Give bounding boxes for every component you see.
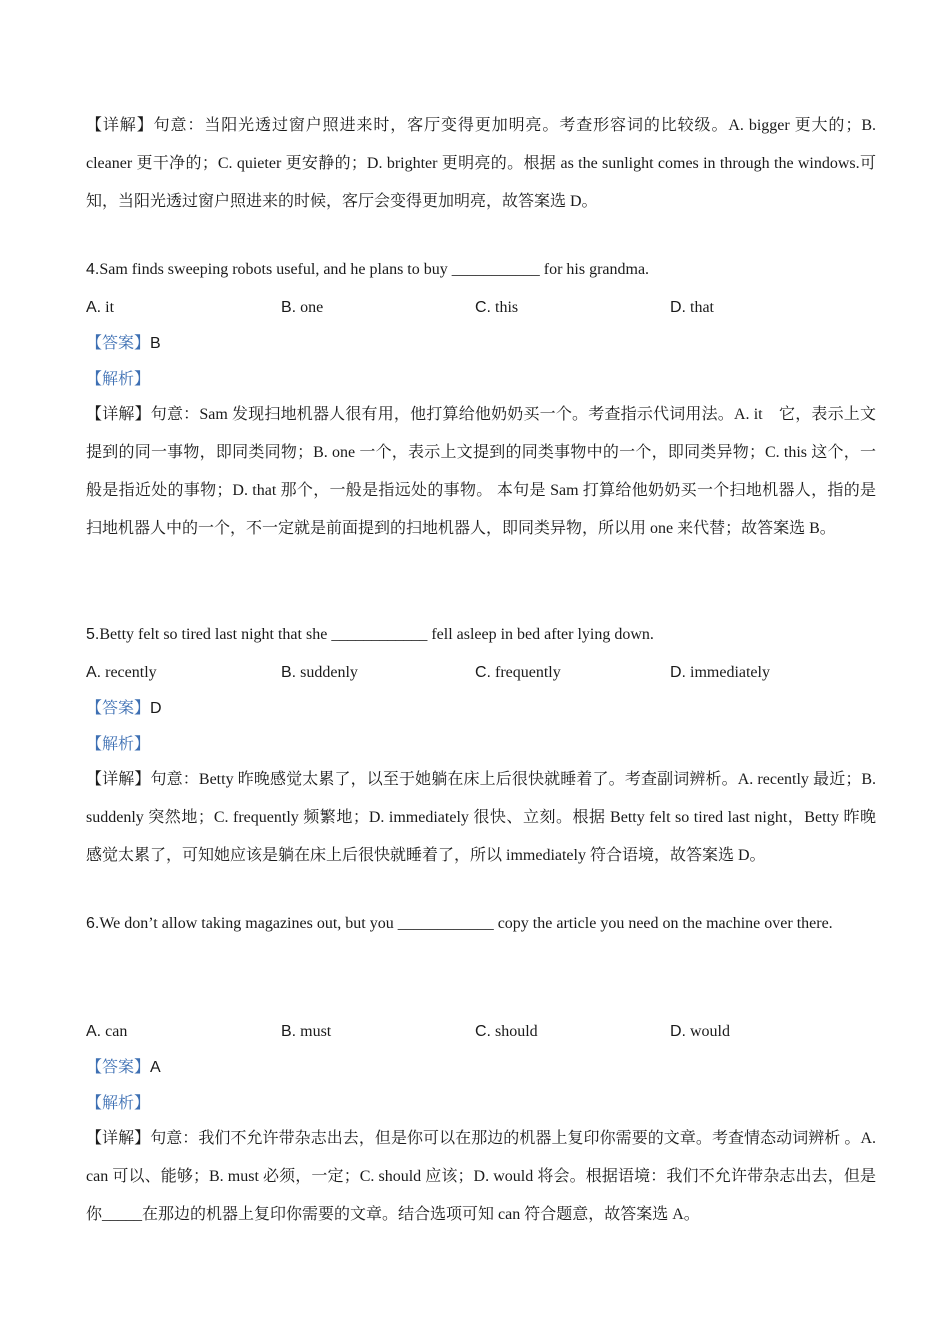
option-text: suddenly [296,664,358,681]
option-letter: D. [670,1023,686,1040]
option-b [281,1013,331,1051]
option-text: that [686,299,714,316]
option-a [86,289,114,327]
option-text: immediately [686,664,770,681]
question-5-detail: 【详解】句意：Betty 昨晚感觉太累了，以至于她躺在床上后很快就睡着了。考查副词辨析。A. recently 最近；B. suddenly 突然地；C. frequently 频繁地；D. immediately 很快、立刻。根据 Betty felt so tired last night，Betty 昨晚感觉太累了，可知她应该是躺在床上后很快就睡着了，所以 immediately 符合语境，故答案选 D。 [86,771,876,864]
question-4-options [86,289,876,327]
question-number: 6. [86,915,100,932]
question-6-answer [86,1050,161,1086]
answer-value: D [150,700,162,717]
question-5-analysis-label: 【解析】 [86,736,151,753]
option-letter: D. [670,664,686,681]
option-letter: C. [475,664,491,681]
option-d [670,289,714,327]
option-letter: D. [670,299,686,316]
option-text: would [686,1023,730,1040]
stem-before: Sam finds sweeping robots useful, and he plans to buy [99,261,452,278]
option-text: should [491,1023,538,1040]
option-b [281,289,323,327]
option-letter: B. [281,1023,297,1040]
answer-value: B [150,335,161,352]
answer-blank: ____________ [331,626,428,643]
question-4-stem [86,251,876,289]
option-letter: A. [86,299,102,316]
stem-before: We don’t allow taking magazines out, but you [99,915,398,932]
question-5-stem [86,616,876,654]
option-text: this [491,299,519,316]
question-6-detail: 【详解】句意：我们不允许带杂志出去，但是你可以在那边的机器上复印你需要的文章。考查情态动词辨析 。A. can 可以、能够；B. must 必须，一定；C. should 应该；D. would 将会。根据语境：我们不允许带杂志出去，但是你_____在那边的机器上复印你需要的文章。结合选项可知 can 符合题意，故答案选 A。 [86,1130,876,1223]
question-6-analysis-label: 【解析】 [86,1095,151,1112]
option-text: frequently [491,664,561,681]
stem-after: fell asleep in bed after lying down. [427,626,654,643]
option-text: must [296,1023,332,1040]
stem-before: Betty felt so tired last night that she [99,626,332,643]
option-letter: B. [281,664,297,681]
option-a [86,654,157,692]
option-text: can [101,1023,128,1040]
option-d [670,1013,730,1051]
option-letter: C. [475,299,491,316]
question-5-answer [86,691,162,727]
option-c [475,654,561,692]
answer-label: 【答案】 [86,700,151,717]
option-b [281,654,358,692]
question-6-options [86,1013,876,1051]
previous-detail-paragraph: 【详解】句意：当阳光透过窗户照进来时，客厅变得更加明亮。考查形容词的比较级。A. bigger 更大的；B. cleaner 更干净的；C. quieter 更安静的；D. brighter 更明亮的。根据 as the sunlight comes in through the windows.可知，当阳光透过窗户照进来的时候，客厅会变得更加明亮，故答案选 D。 [86,117,876,210]
question-4-detail: 【详解】句意：Sam 发现扫地机器人很有用，他打算给他奶奶买一个。考查指示代词用法。A. it 它，表示上文提到的同一事物，即同类同物；B. one 一个，表示上文提到的同类事物中的一个，即同类异物；C. this 这个，一般是指近处的事物；D. that 那个，一般是指远处的事物。 本句是 Sam 打算给他奶奶买一个扫地机器人，指的是扫地机器人中的一个，不一定就是前面提到的扫地机器人，即同类异物，所以用 one 来代替；故答案选 B。 [86,406,876,537]
option-letter: C. [475,1023,491,1040]
question-5-options [86,654,876,692]
option-text: recently [101,664,157,681]
question-number: 5. [86,626,100,643]
option-d [670,654,770,692]
option-a [86,1013,127,1051]
option-text: one [296,299,324,316]
answer-blank: ___________ [451,261,540,278]
option-c [475,1013,538,1051]
answer-label: 【答案】 [86,1059,151,1076]
question-number: 4. [86,261,100,278]
question-6-stem [86,905,876,943]
option-text: it [101,299,115,316]
option-c [475,289,518,327]
question-4-answer [86,326,161,362]
stem-after: for his grandma. [539,261,650,278]
option-letter: A. [86,1023,102,1040]
answer-value: A [150,1059,161,1076]
stem-after: copy the article you need on the machine over there. [493,915,833,932]
option-letter: A. [86,664,102,681]
question-4-analysis-label: 【解析】 [86,371,151,388]
answer-blank: ____________ [397,915,494,932]
answer-label: 【答案】 [86,335,151,352]
option-letter: B. [281,299,297,316]
